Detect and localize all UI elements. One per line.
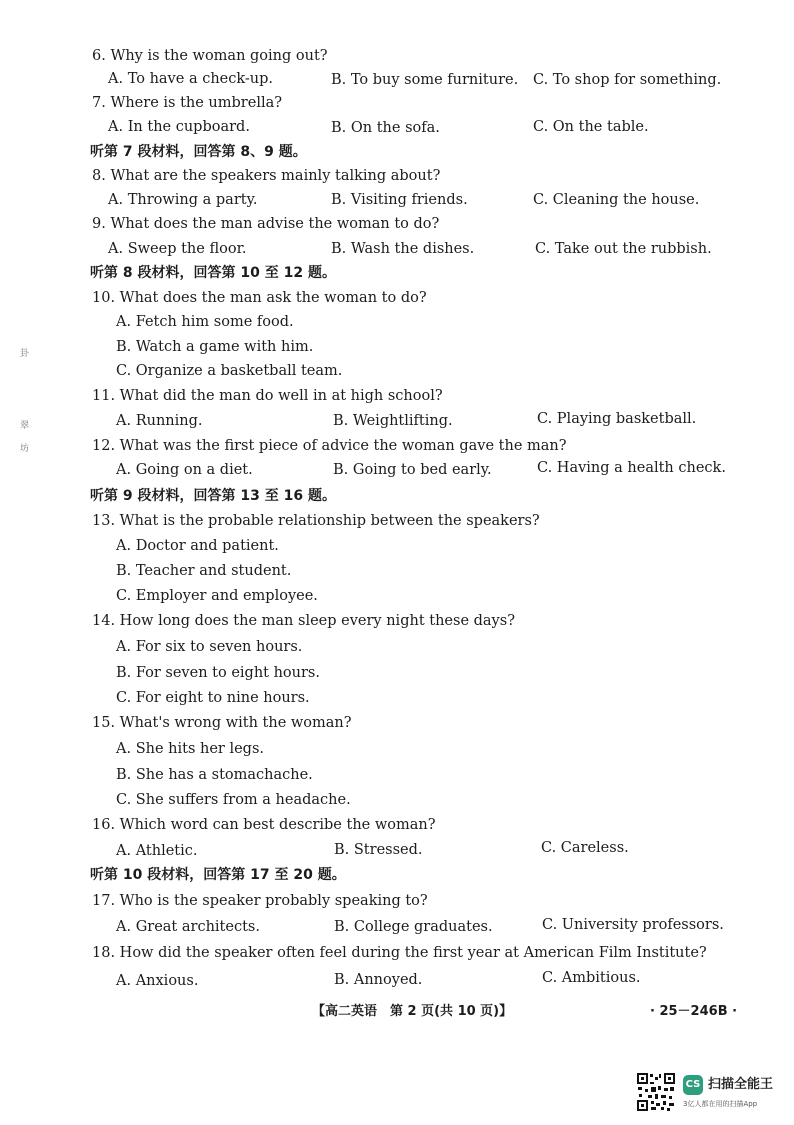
option-b: B. Teacher and student.: [116, 563, 292, 579]
option-a: A. To have a check-up.: [108, 71, 274, 87]
option-a: A. She hits her legs.: [116, 741, 265, 757]
option-a: A. Throwing a party.: [108, 192, 258, 208]
section-heading: 听第 8 段材料，回答第 10 至 12 题。: [90, 265, 336, 281]
margin-mark: 翠: [20, 421, 30, 431]
option-c: C. Organize a basketball team.: [116, 363, 343, 379]
option-c: C. Careless.: [541, 840, 629, 856]
option-a: A. Going on a diet.: [116, 462, 253, 478]
section-heading: 听第 10 段材料，回答第 17 至 20 题。: [90, 867, 346, 883]
option-b: B. Weightlifting.: [333, 413, 453, 429]
option-b: B. Annoyed.: [334, 972, 423, 988]
option-a: A. Sweep the floor.: [108, 241, 247, 257]
option-c: C. Having a health check.: [537, 460, 726, 476]
option-b: B. Wash the dishes.: [331, 241, 475, 257]
question-stem: 15. What's wrong with the woman?: [92, 715, 352, 731]
option-b: B. For seven to eight hours.: [116, 665, 320, 681]
question-stem: 6. Why is the woman going out?: [92, 48, 328, 64]
option-a: A. Athletic.: [116, 843, 198, 859]
option-a: A. Anxious.: [116, 973, 199, 989]
option-a: A. In the cupboard.: [108, 119, 250, 135]
option-c: C. Take out the rubbish.: [535, 241, 712, 257]
paper-code: · 25－246B ·: [650, 1004, 738, 1019]
option-a: A. Running.: [116, 413, 203, 429]
option-b: B. On the sofa.: [331, 120, 440, 136]
option-c: C. To shop for something.: [533, 72, 722, 88]
question-stem: 11. What did the man do well in at high school?: [92, 388, 443, 404]
option-b: B. Watch a game with him.: [116, 339, 314, 355]
question-stem: 9. What does the man advise the woman to do?: [92, 216, 440, 232]
question-stem: 13. What is the probable relationship between the speakers?: [92, 513, 540, 529]
option-b: B. To buy some furniture.: [331, 72, 519, 88]
option-c: C. On the table.: [533, 119, 649, 135]
option-a: A. Great architects.: [116, 919, 260, 935]
option-c: C. University professors.: [542, 917, 724, 933]
option-c: C. Playing basketball.: [537, 411, 697, 427]
question-stem: 18. How did the speaker often feel during the first year at American Film Institute?: [92, 945, 707, 961]
option-a: A. Doctor and patient.: [116, 538, 279, 554]
option-c: C. For eight to nine hours.: [116, 690, 310, 706]
section-heading: 听第 9 段材料，回答第 13 至 16 题。: [90, 488, 336, 504]
option-b: B. Stressed.: [334, 842, 423, 858]
question-stem: 8. What are the speakers mainly talking about?: [92, 168, 441, 184]
camscanner-logo-icon: CS: [683, 1075, 703, 1095]
scanner-tagline: 3亿人都在用的扫描App: [683, 1100, 758, 1108]
page-footer: 【高二英语 第 2 页(共 10 页)】: [312, 1004, 513, 1019]
option-c: C. She suffers from a headache.: [116, 792, 351, 808]
option-b: B. College graduates.: [334, 919, 493, 935]
option-c: C. Employer and employee.: [116, 588, 318, 604]
option-b: B. Visiting friends.: [331, 192, 468, 208]
margin-mark: 卦: [20, 349, 30, 359]
question-stem: 12. What was the first piece of advice the woman gave the man?: [92, 438, 567, 454]
question-stem: 14. How long does the man sleep every night these days?: [92, 613, 515, 629]
question-stem: 17. Who is the speaker probably speaking to?: [92, 893, 428, 909]
question-stem: 10. What does the man ask the woman to do?: [92, 290, 427, 306]
option-a: A. Fetch him some food.: [116, 314, 294, 330]
option-b: B. Going to bed early.: [333, 462, 492, 478]
question-stem: 16. Which word can best describe the woman?: [92, 817, 436, 833]
option-a: A. For six to seven hours.: [116, 639, 303, 655]
scanner-brand: 扫描全能王: [708, 1077, 774, 1092]
option-c: C. Ambitious.: [542, 970, 641, 986]
section-heading: 听第 7 段材料，回答第 8、9 题。: [90, 144, 307, 160]
option-c: C. Cleaning the house.: [533, 192, 700, 208]
question-stem: 7. Where is the umbrella?: [92, 95, 283, 111]
margin-mark: 坊: [20, 444, 30, 454]
qr-code-icon: [636, 1072, 676, 1112]
option-b: B. She has a stomachache.: [116, 767, 313, 783]
